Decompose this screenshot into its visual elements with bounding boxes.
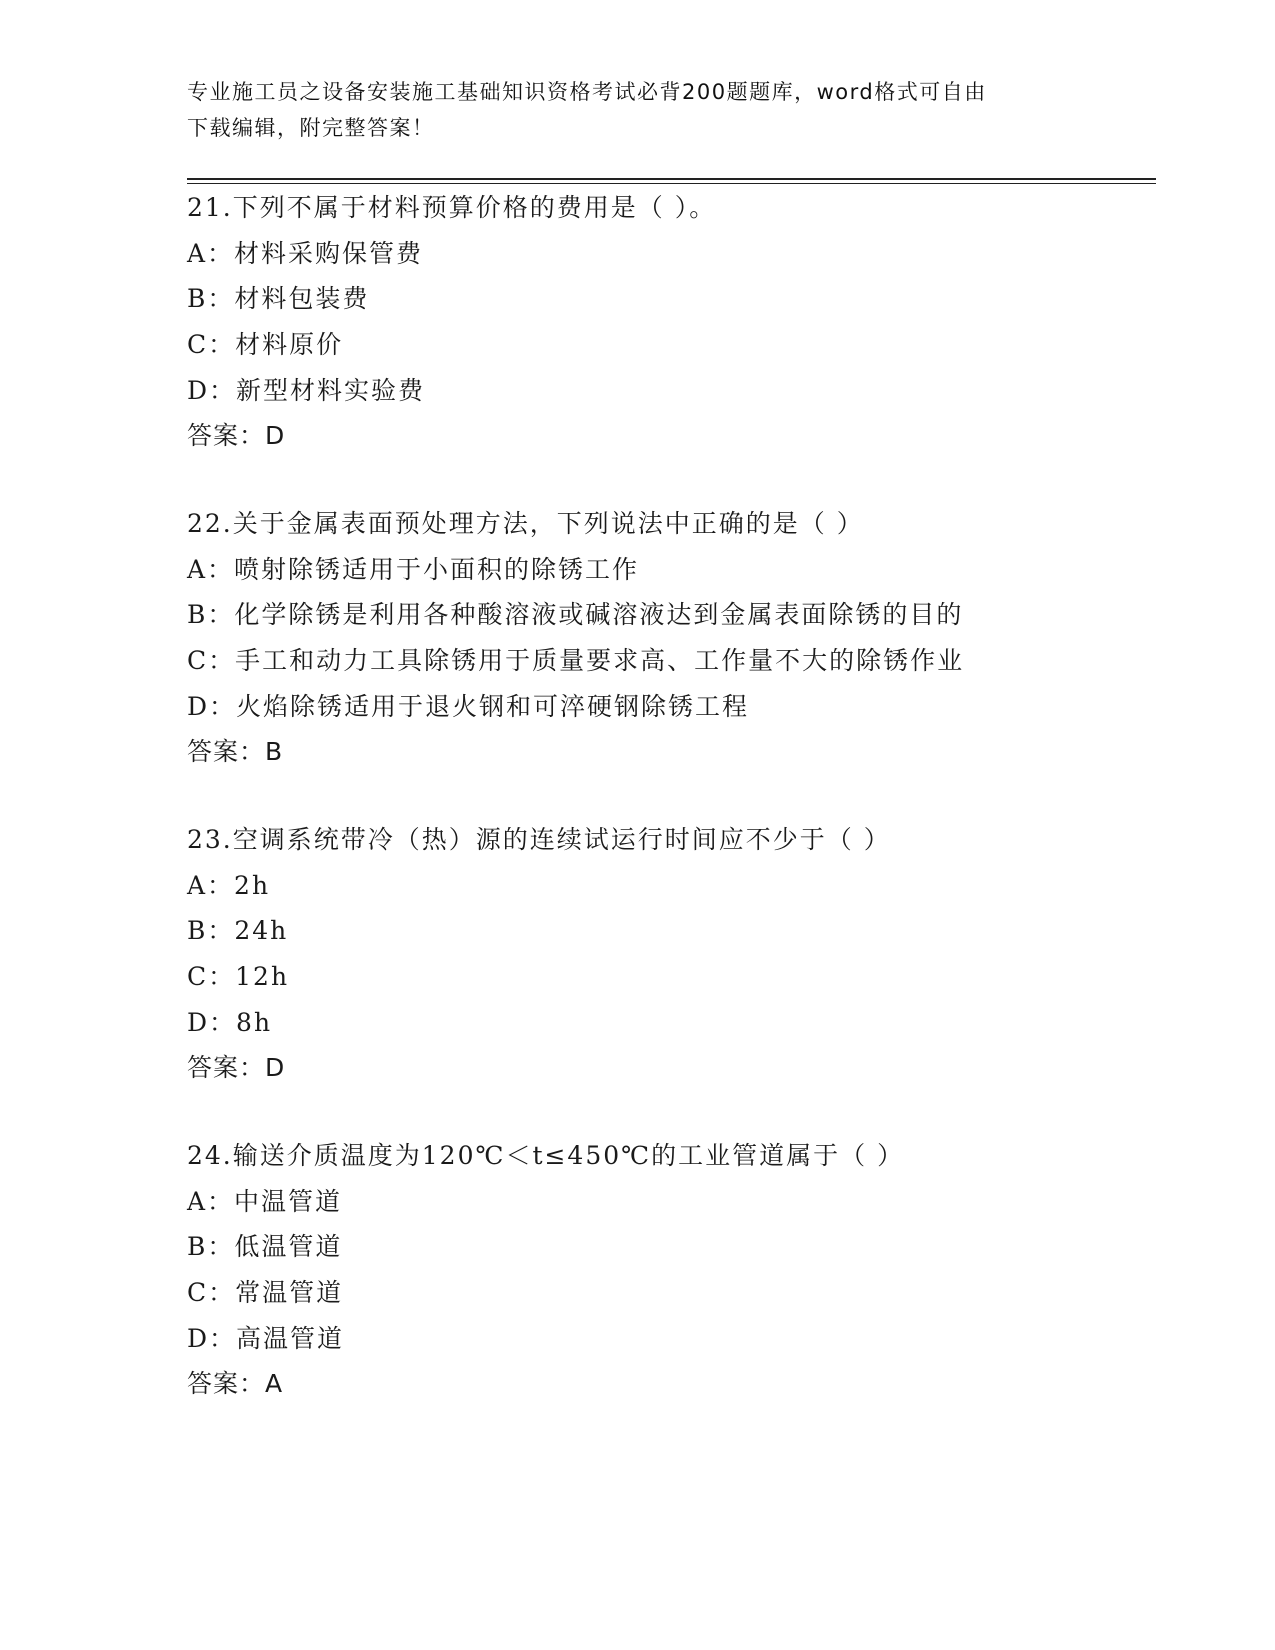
option-a: A：喷射除锈适用于小面积的除锈工作 [187, 554, 640, 584]
question-21 [187, 185, 1087, 459]
question-stem: 22.关于金属表面预处理方法，下列说法中正确的是（ ） [187, 509, 864, 538]
document-header [187, 74, 1087, 146]
option-b: B：化学除锈是利用各种酸溶液或碱溶液达到金属表面除锈的目的 [187, 600, 964, 630]
answer: 答案：D [187, 1053, 286, 1083]
answer: 答案：B [187, 737, 284, 767]
header-line-2: 下载编辑，附完整答案！ [187, 116, 435, 140]
answer: 答案：A [187, 1369, 284, 1399]
question-24 [187, 1133, 1087, 1407]
option-c: C：材料原价 [187, 330, 344, 360]
option-b: B：材料包装费 [187, 284, 370, 314]
option-a: A：材料采购保管费 [187, 238, 424, 268]
option-d: D：高温管道 [187, 1323, 345, 1353]
option-a: A：中温管道 [187, 1186, 343, 1216]
option-c: C：常温管道 [187, 1278, 344, 1308]
option-a: A：2h [187, 870, 271, 900]
question-stem: 24.输送介质温度为120℃＜t≤450℃的工业管道属于（ ） [187, 1141, 905, 1170]
question-22 [187, 501, 1087, 775]
header-divider-thick [187, 178, 1156, 180]
header-line-1: 专业施工员之设备安装施工基础知识资格考试必背200题题库，word格式可自由 [187, 80, 987, 104]
option-d: D：火焰除锈适用于退火钢和可淬硬钢除锈工程 [187, 691, 750, 721]
option-b: B：低温管道 [187, 1232, 343, 1262]
question-stem: 23.空调系统带冷（热）源的连续试运行时间应不少于（ ） [187, 825, 891, 854]
question-23 [187, 817, 1087, 1091]
option-c: C：12h [187, 962, 290, 992]
answer: 答案：D [187, 421, 286, 451]
option-b: B：24h [187, 916, 289, 946]
question-stem: 21.下列不属于材料预算价格的费用是（ ）。 [187, 193, 717, 222]
option-d: D：8h [187, 1007, 273, 1037]
option-c: C：手工和动力工具除锈用于质量要求高、工作量不大的除锈作业 [187, 646, 965, 676]
header-divider-thin [187, 183, 1156, 184]
option-d: D：新型材料实验费 [187, 375, 426, 405]
